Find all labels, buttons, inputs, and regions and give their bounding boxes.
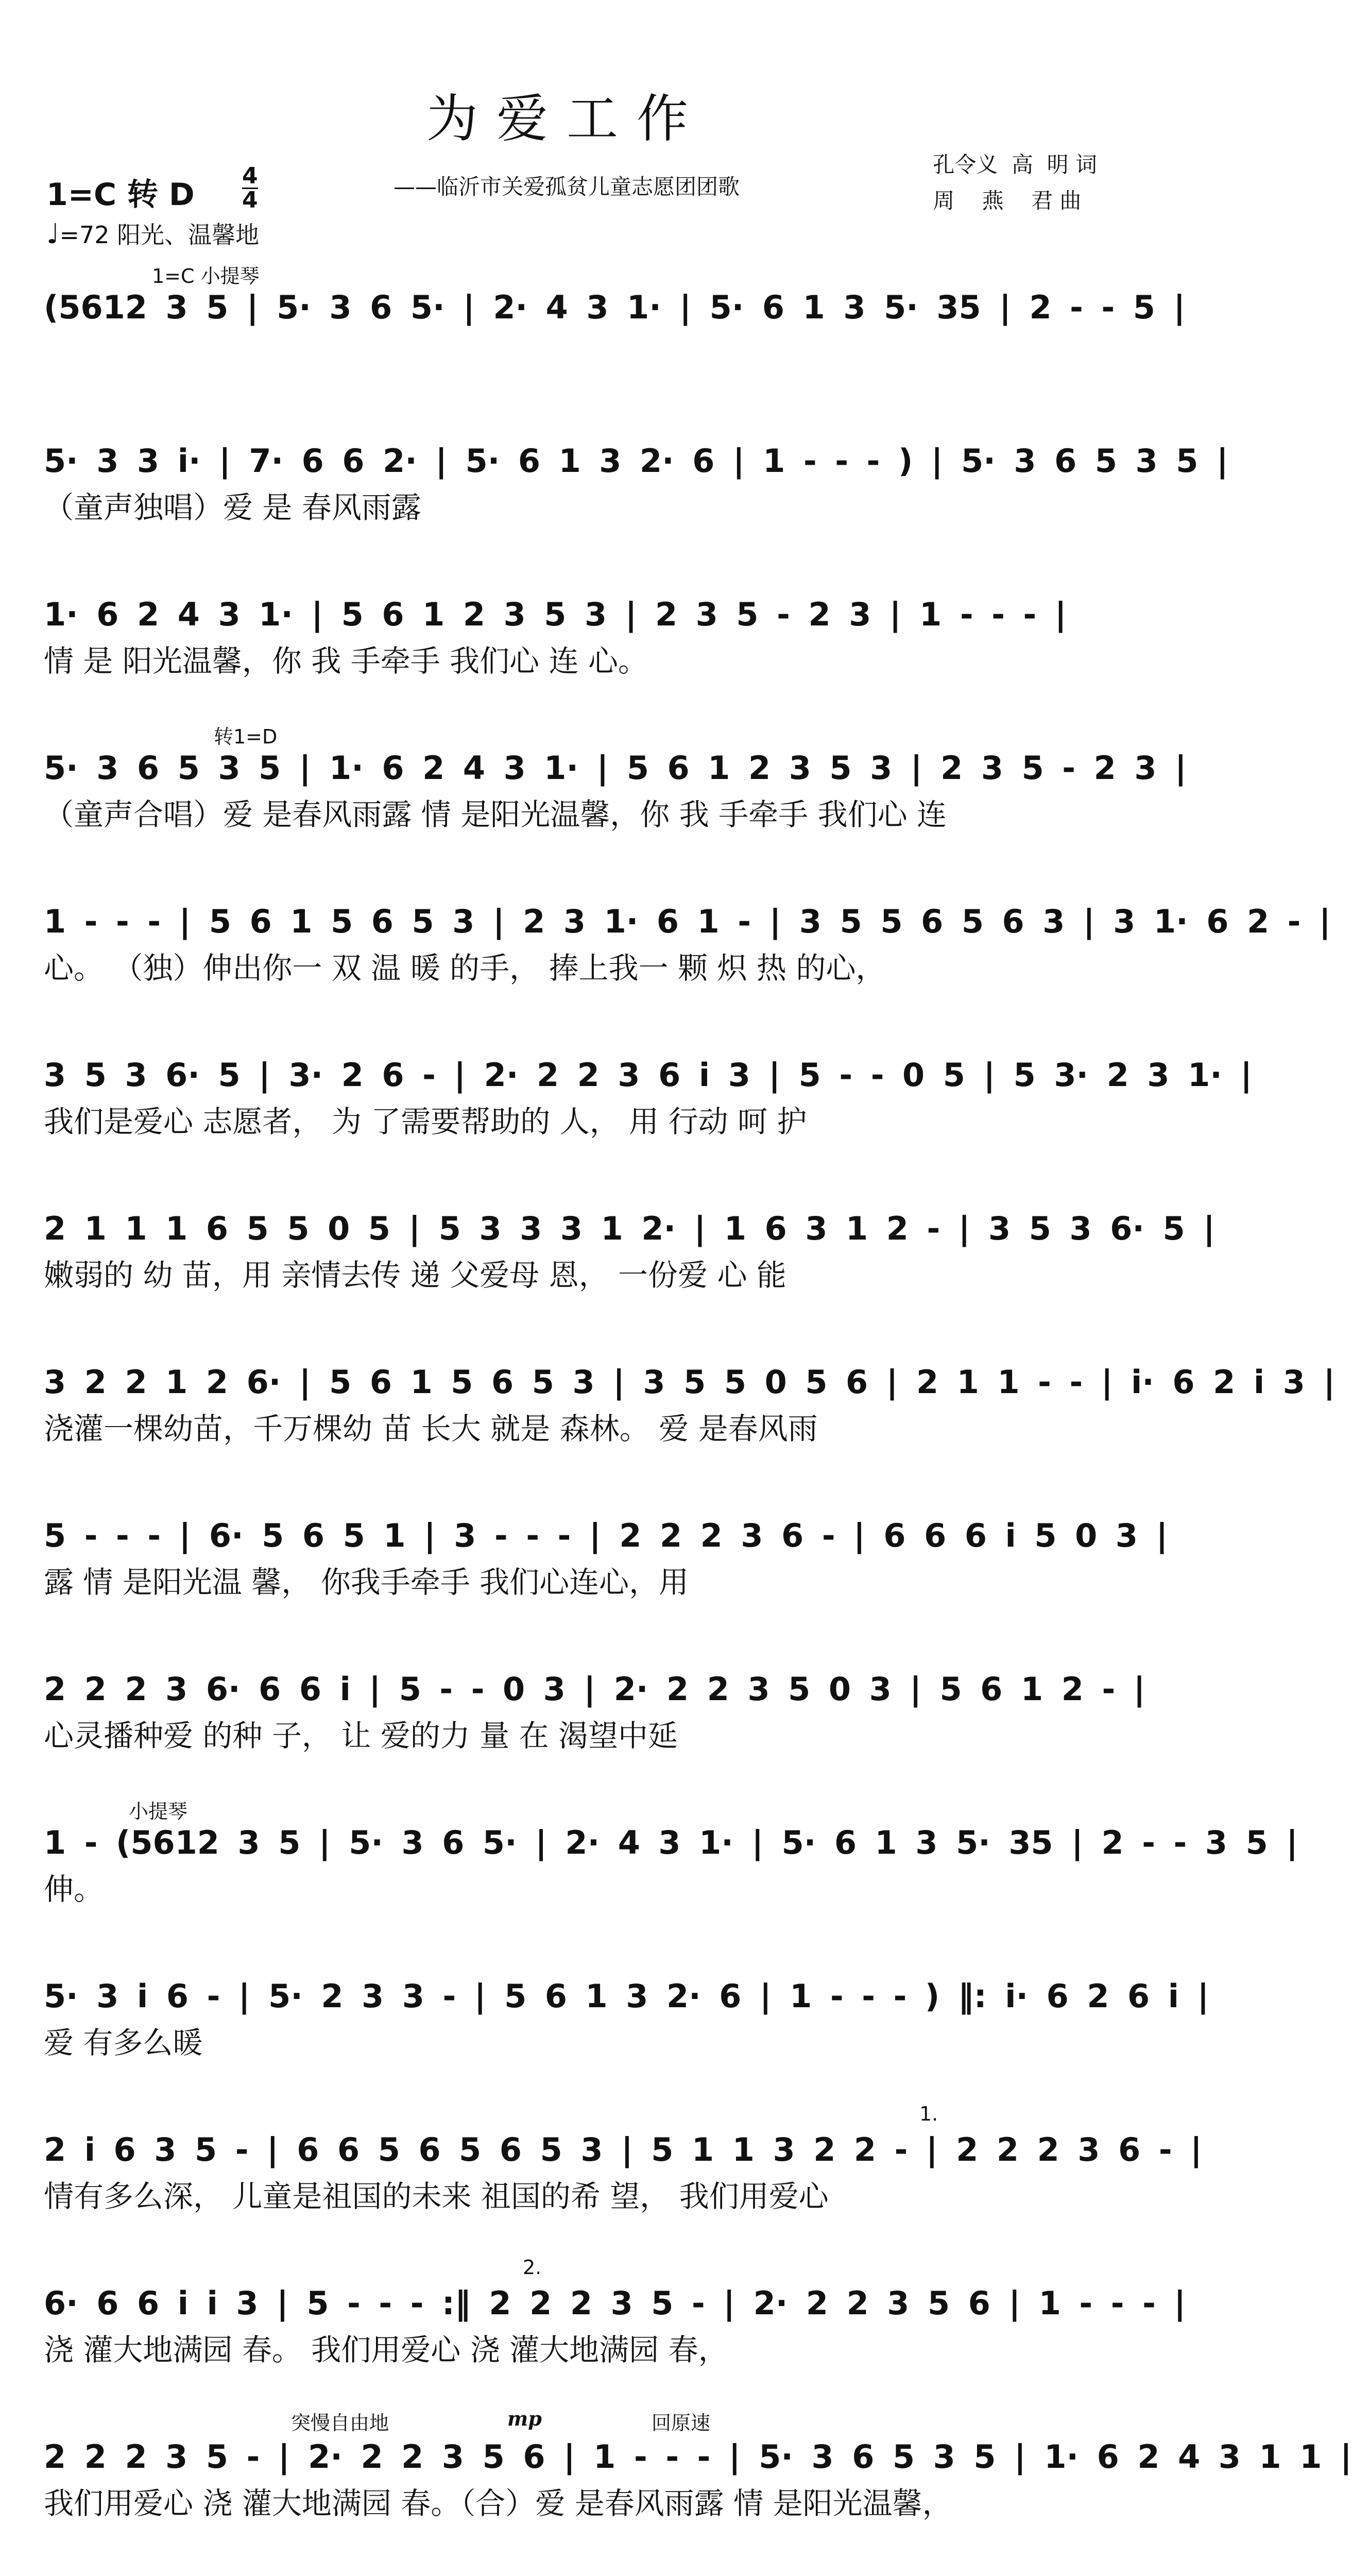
composer-credit: 周 燕 君 曲 bbox=[933, 188, 1082, 213]
notation-row: 5 - - - | 6· 5 6 5 1 | 3 - - - | 2 2 2 3 6 - | 6 6 6 i 5 0 3 | bbox=[44, 1517, 1168, 1554]
lyrics-row: 爱 有多么暖 bbox=[44, 2025, 203, 2060]
score-line bbox=[44, 1670, 1145, 1753]
score-line bbox=[44, 1977, 1209, 2060]
notation-row: 2 2 2 3 6· 6 6 i | 5 - - 0 3 | 2· 2 2 3 5 0 3 | 5 6 1 2 - | bbox=[44, 1670, 1145, 1708]
notation-row: 3 2 2 1 2 6· | 5 6 1 5 6 5 3 | 3 5 5 0 5 6 | 2 1 1 - - | i· 6 2 i 3 | bbox=[44, 1363, 1336, 1401]
lyrics-row: 心。 （独）伸出你一 双 温 暖 的手， 捧上我一 颗 炽 热 的心， bbox=[44, 951, 886, 986]
time-signature-bottom: 4 bbox=[242, 187, 258, 213]
notation-row: 1 - - - | 5 6 1 5 6 5 3 | 2 3 1· 6 1 - | 3 5 5 6 5 6 3 | 3 1· 6 2 - | bbox=[44, 903, 1331, 940]
annotation: 小提琴 bbox=[129, 1800, 188, 1823]
score-line bbox=[44, 2103, 1202, 2214]
score-line bbox=[44, 1210, 1215, 1293]
annotation: 转1=D bbox=[214, 725, 278, 748]
notation-row: 2 i 6 3 5 - | 6 6 5 6 5 6 5 3 | 5 1 1 3 2 2 - | 2 2 2 3 6 - | bbox=[44, 2131, 1202, 2168]
notation-row: 5· 3 6 5 3 5 | 1· 6 2 4 3 1· | 5 6 1 2 3 5 3 | 2 3 5 - 2 3 | bbox=[44, 749, 1187, 787]
lyrics-row: 嫩弱的 幼 苗，用 亲情去传 递 父爱母 恩， 一份爱 心 能 bbox=[44, 1258, 786, 1293]
score-line bbox=[44, 2407, 1352, 2521]
lyrics-row: 我们用爱心 浇 灌大地满园 春。（合）爱 是春风雨露 情 是阳光温馨， bbox=[44, 2486, 952, 2521]
lyrics-row: 浇 灌大地满园 春。 我们用爱心 浇 灌大地满园 春， bbox=[44, 2332, 728, 2367]
annotation: mp bbox=[507, 2407, 542, 2430]
lyrics-row: 心灵播种爱 的种 子， 让 爱的力 量 在 渴望中延 bbox=[44, 1718, 678, 1753]
notation-row: 5· 3 i 6 - | 5· 2 3 3 - | 5 6 1 3 2· 6 | 1 - - - ) ‖: i· 6 2 6 i | bbox=[44, 1977, 1209, 2015]
notation-row: 6· 6 6 i i 3 | 5 - - - :‖ 2 2 2 3 5 - | 2· 2 2 3 5 6 | 1 - - - | bbox=[44, 2284, 1186, 2322]
lyricist-credit: 孔令义 高 明 词 bbox=[933, 152, 1097, 177]
score-line bbox=[44, 265, 1186, 371]
annotation: 1=C 小提琴 bbox=[152, 265, 260, 287]
notation-row: 2 1 1 1 6 5 5 0 5 | 5 3 3 3 1 2· | 1 6 3 1 2 - | 3 5 3 6· 5 | bbox=[44, 1210, 1215, 1247]
score-line bbox=[44, 1517, 1168, 1600]
notation-row: 3 5 3 6· 5 | 3· 2 6 - | 2· 2 2 3 6 i 3 | 5 - - 0 5 | 5 3· 2 3 1· | bbox=[44, 1056, 1253, 1094]
lyrics-row: 情 是 阳光温馨，你 我 手牵手 我们心 连 心。 bbox=[44, 643, 648, 679]
notation-row: 1 - (5612 3 5 | 5· 3 6 5· | 2· 4 3 1· | 5· 6 1 3 5· 35 | 2 - - 3 5 | bbox=[44, 1824, 1298, 1861]
score-line bbox=[44, 1800, 1298, 1907]
time-signature bbox=[242, 165, 258, 212]
score-line bbox=[44, 903, 1331, 986]
lyrics-row: （童声独唱）爱 是 春风雨露 bbox=[44, 490, 421, 525]
tempo-marking bbox=[46, 216, 259, 250]
song-title: 为爱工作 bbox=[426, 89, 707, 149]
lyrics-row: 我们是爱心 志愿者， 为 了需要帮助的 人， 用 行动 呵 护 bbox=[44, 1104, 807, 1139]
score-line bbox=[44, 1363, 1336, 1446]
score-line bbox=[44, 442, 1228, 525]
notation-row: 1· 6 2 4 3 1· | 5 6 1 2 3 5 3 | 2 3 5 - 2 3 | 1 - - - | bbox=[44, 596, 1067, 633]
lyrics-row: 浇灌一棵幼苗，千万棵幼 苗 长大 就是 森林。 爱 是春风雨 bbox=[44, 1411, 818, 1446]
notation-row: 2 2 2 3 5 - | 2· 2 2 3 5 6 | 1 - - - | 5· 3 6 5 3 5 | 1· 6 2 4 3 1 1 | bbox=[44, 2438, 1352, 2476]
lyrics-row: 露 情 是阳光温 馨， 你我手牵手 我们心连心，用 bbox=[44, 1565, 689, 1600]
song-subtitle: ——临沂市关爱孤贫儿童志愿团团歌 bbox=[393, 174, 740, 199]
score-line bbox=[44, 2256, 1186, 2367]
notation-row: 5· 3 3 i· | 7· 6 6 2· | 5· 6 1 3 2· 6 | 1 - - - ) | 5· 3 6 5 3 5 | bbox=[44, 442, 1228, 480]
annotation: 1. bbox=[919, 2103, 938, 2125]
lyrics-row: 情有多么深， 儿童是祖国的未来 祖国的希 望， 我们用爱心 bbox=[44, 2179, 829, 2214]
key-signature: 1=C 转 D bbox=[46, 177, 195, 213]
tempo-text: =72 阳光、温馨地 bbox=[59, 221, 260, 249]
lyrics-row: 伸。 bbox=[44, 1872, 104, 1907]
annotation: 2. bbox=[523, 2256, 542, 2279]
lyrics-row bbox=[44, 330, 1092, 371]
notation-row: (5612 3 5 | 5· 3 6 5· | 2· 4 3 1· | 5· 6 1 3 5· 35 | 2 - - 5 | bbox=[44, 289, 1186, 326]
score-line bbox=[44, 596, 1092, 678]
time-signature-top: 4 bbox=[242, 163, 258, 189]
score-line bbox=[44, 1056, 1253, 1139]
quarter-note-icon: ♩ bbox=[46, 217, 60, 250]
lyrics-row: （童声合唱）爱 是春风雨露 情 是阳光温馨，你 我 手牵手 我们心 连 bbox=[44, 797, 947, 832]
annotation: 回原速 bbox=[652, 2412, 711, 2434]
annotation: 突慢自由地 bbox=[291, 2412, 389, 2434]
score-line bbox=[44, 725, 1187, 832]
credits bbox=[933, 147, 1097, 219]
